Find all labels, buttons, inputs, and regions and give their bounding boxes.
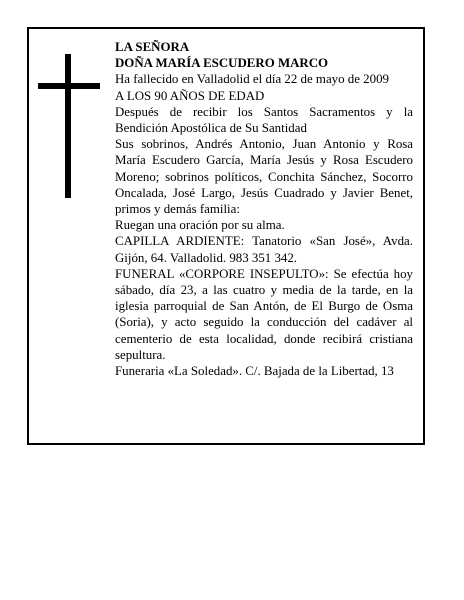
death-statement: Ha fallecido en Valladolid el día 22 de mayo de 2009: [115, 72, 389, 87]
funeral-info: FUNERAL «CORPORE INSEPULTO»: Se efectúa hoy sábado, día 23, a las cuatro y media de la tarde, en la iglesia parroquial de San Antón, de El Burgo de Osma (Soria), y acto seguido la conducción del cadáver al cementerio de esta localidad, donde recibirá cristiana sepultura.: [115, 266, 413, 362]
prayer-request: Ruegan una oración por su alma.: [115, 218, 285, 233]
family-list: Sus sobrinos, Andrés Antonio, Juan Antonio y Rosa María Escudero García, María Jesús y Rosa Escudero Moreno; sobrinos políticos, Conchita Sánchez, Socorro Oncalada, José Largo, Jesús Cuadrado y Javier Benet, primos y demás familia:: [115, 137, 413, 217]
title-line: LA SEÑORA: [115, 40, 190, 54]
cross-horizontal-bar: [38, 83, 100, 89]
cross-vertical-bar: [65, 54, 71, 198]
chapel-info: CAPILLA ARDIENTE: Tanatorio «San José», Avda. Gijón, 64. Valladolid. 983 351 342.: [115, 234, 413, 265]
sacraments-statement: Después de recibir los Santos Sacramentos y la Bendición Apostólica de Su Santidad: [115, 104, 413, 136]
funeral-home: Funeraria «La Soledad». C/. Bajada de la Libertad, 13: [115, 364, 394, 379]
age-statement: A LOS 90 AÑOS DE EDAD: [115, 88, 265, 103]
obituary-text: [115, 39, 413, 379]
deceased-name: DOÑA MARÍA ESCUDERO MARCO: [115, 56, 329, 71]
